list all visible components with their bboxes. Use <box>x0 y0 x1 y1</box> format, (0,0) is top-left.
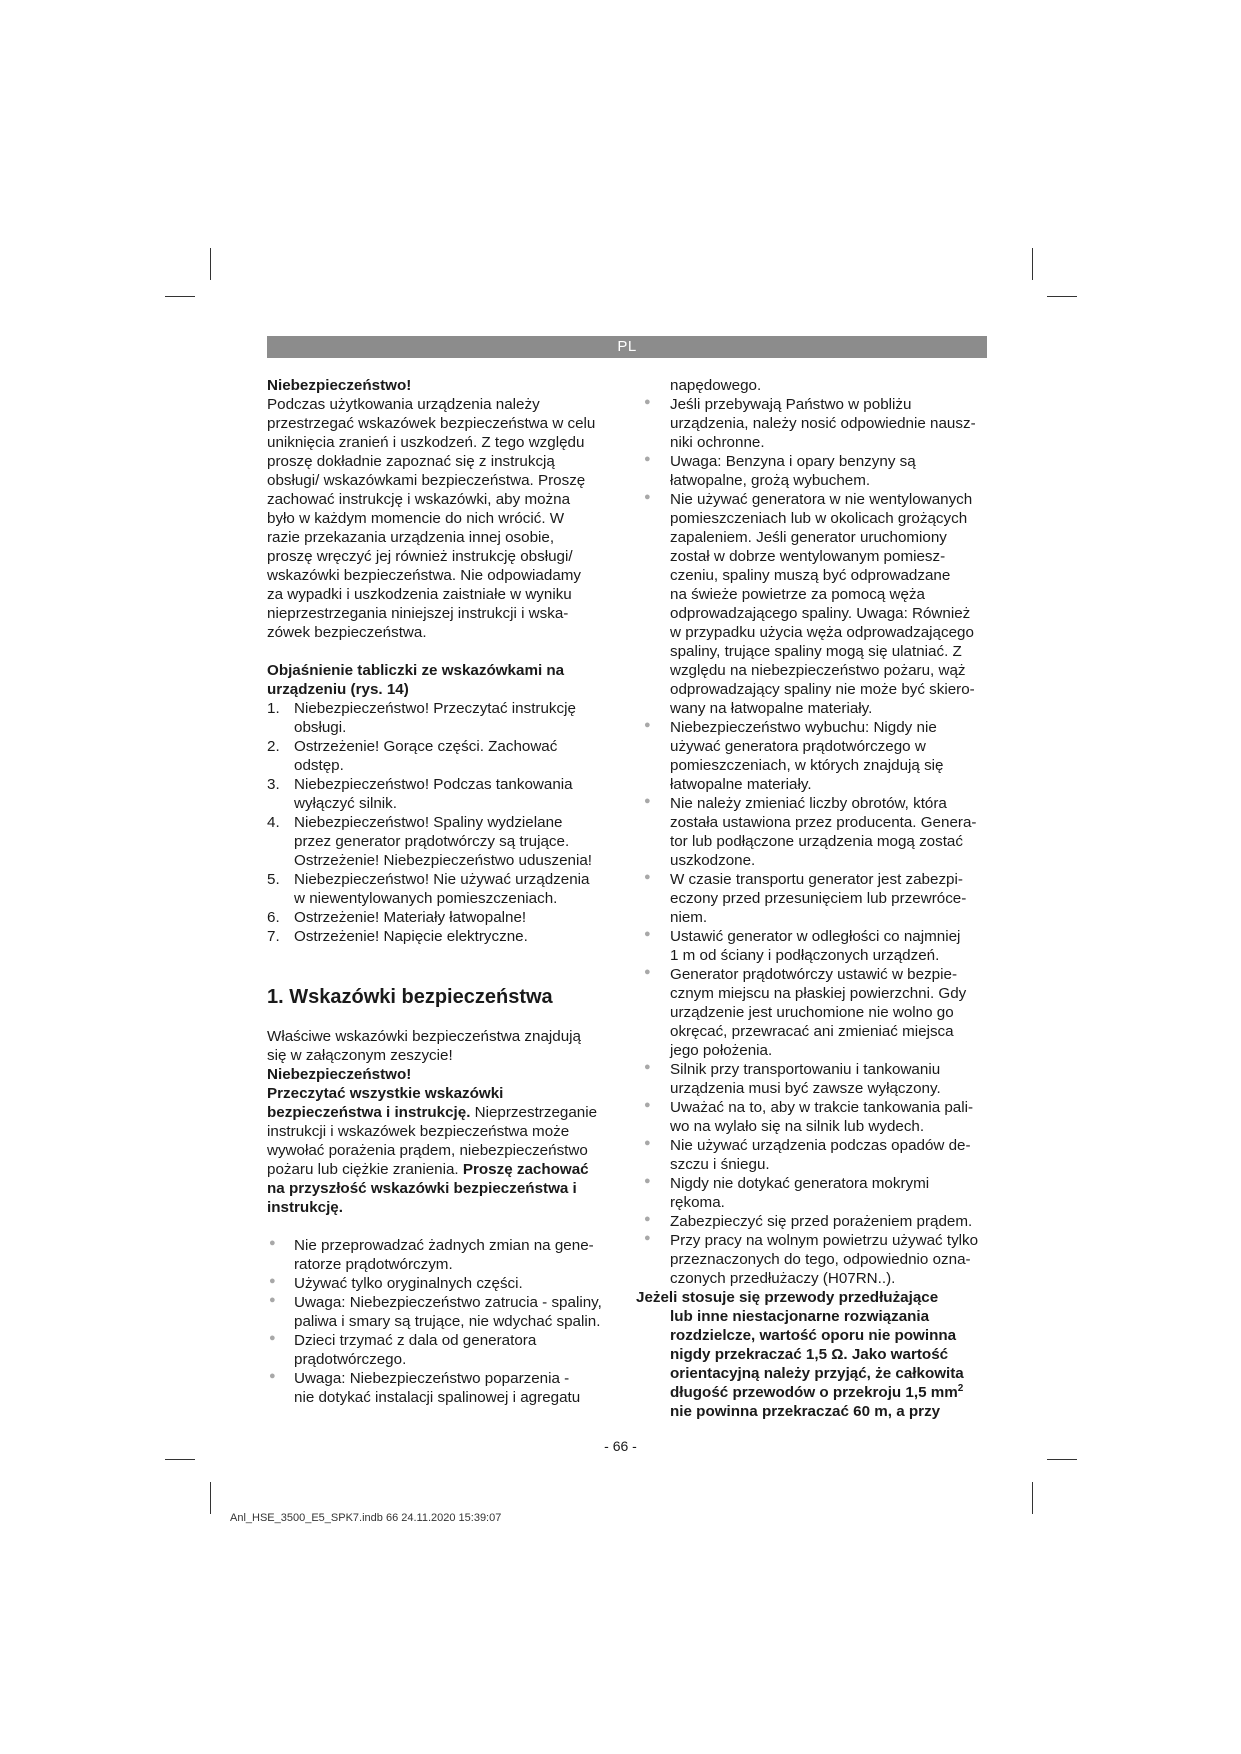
text-line: nieprzestrzegania niniejszej instrukcji i wska- <box>267 605 569 622</box>
crop-mark <box>210 1482 211 1514</box>
list-item: ● Nie używać generatora w nie wentylowanych pomieszczeniach lub w okolicach grożących zapaleniem. Jeśli generator uruchomiony został w dobrze wentylowanym pomiesz- czeniu, spaliny muszą być odprowadzane na świeże powietrze za pomocą węża odprowadzającego spaliny. Uwaga: Również w przypadku użycia węża odprowadzającego spaliny, trujące spaliny mogą się ulatniać. Z względu na niebezpieczeństwo pożaru, wąż odprowadzający spaliny nie może być skiero- wany na łatwopalne materiały. <box>642 490 987 718</box>
plate-heading: Objaśnienie tabliczki ze wskazówkami na <box>267 662 565 679</box>
list-item: ● Dzieci trzymać z dala od generatora prądotwórczego. <box>267 1331 617 1369</box>
list-item: 5. Niebezpieczeństwo! Nie używać urządzenia w niewentylowanych pomieszczeniach. <box>267 871 590 907</box>
text-line: wskazówki bezpieczeństwa. Nie odpowiadamy <box>267 567 582 584</box>
extension-cable-paragraph: Jeżeli stosuje się przewody przedłużające lub inne niestacjonarne rozwiązania rozdzielcze, wartość oporu nie powinna nigdy przekraczać 1,5 Ω. Jako wartość orientacyjną należy przyjąć, że całkowita długość przewodów o przekroju 1,5 $mm^2$ nie powinna przekraczać 60 m, a przy <box>636 1289 964 1420</box>
text-line: razie przekazania urządzenia innej osobie, <box>267 529 555 546</box>
list-item: 6. Ostrzeżenie! Materiały łatwopalne! <box>267 909 527 926</box>
plate-heading-cont: urządzeniu (rys. 14) <box>267 681 409 698</box>
section-title: 1. Wskazówki bezpieczeństwa <box>267 986 553 1008</box>
crop-mark <box>165 1459 195 1460</box>
list-item: 3. Niebezpieczeństwo! Podczas tankowania wyłączyć silnik. <box>267 776 573 812</box>
crop-mark <box>1032 248 1033 280</box>
text-line: uniknięcia zranień i uszkodzeń. Z tego względu <box>267 434 585 451</box>
text-line: proszę dokładnie zapoznać się z instrukcją <box>267 453 555 470</box>
list-item: ● Nigdy nie dotykać generatora mokrymi rękoma. <box>642 1174 987 1212</box>
text-line: za wypadki i uszkodzenia zaistniałe w wyniku <box>267 586 572 603</box>
text-line: zówek bezpieczeństwa. <box>267 624 427 641</box>
list-item: ● Uwaga: Niebezpieczeństwo poparzenia - nie dotykać instalacji spalinowej i agregatu <box>267 1369 617 1407</box>
text-line: Podczas użytkowania urządzenia należy <box>267 396 540 413</box>
list-item: ● Uważać na to, aby w trakcie tankowania pali- wo na wylało się na silnik lub wydech. <box>642 1098 987 1136</box>
crop-mark <box>165 296 195 297</box>
plate-list <box>267 699 617 946</box>
warning-paragraph <box>267 395 617 642</box>
list-item: 1. Niebezpieczeństwo! Przeczytać instrukcję obsługi. <box>267 700 576 736</box>
list-item: ● W czasie transportu generator jest zabezpi- eczony przed przesunięciem lub przewróce- niem. <box>642 870 987 927</box>
warning-title: Niebezpieczeństwo! <box>267 377 412 394</box>
list-item: ● Generator prądotwórczy ustawić w bezpie- cznym miejscu na płaskiej powierzchni. Gdy urządzenie jest uruchomione nie wolno go okręcać, przewracać ani zmieniać miejsca jego położenia. <box>642 965 987 1060</box>
list-item: ● Silnik przy transportowaniu i tankowaniu urządzenia musi być zawsze wyłączony. <box>642 1060 987 1098</box>
list-item: ● Nie należy zmieniać liczby obrotów, która została ustawiona przez producenta. Genera- tor lub podłączone urządzenia mogą zostać uszkodzone. <box>642 794 987 870</box>
crop-mark <box>1032 1482 1033 1514</box>
text-line: przestrzegać wskazówek bezpieczeństwa w celu <box>267 415 596 432</box>
text-line: proszę wręczyć jej również instrukcję obsługi/ <box>267 548 573 565</box>
list-item: 4. Niebezpieczeństwo! Spaliny wydzielane przez generator prądotwórczy są trujące. Ostrzeżenie! Niebezpieczeństwo uduszenia! <box>267 814 593 869</box>
list-item: ● Ustawić generator w odległości co najmniej 1 m od ściany i podłączonych urządzeń. <box>642 927 987 965</box>
safety-bullets-right <box>642 395 987 1288</box>
text-line: zachować instrukcję i wskazówki, aby można <box>267 491 571 508</box>
crop-mark <box>1047 296 1077 297</box>
list-item: ● Jeśli przebywają Państwo w pobliżu urządzenia, należy nosić odpowiednie nausz- niki ochronne. <box>642 395 987 452</box>
text-line: było w każdym momencie do nich wrócić. W <box>267 510 565 527</box>
language-header: PL <box>267 336 987 358</box>
list-item: ● Używać tylko oryginalnych części. <box>267 1274 617 1293</box>
danger-title: Niebezpieczeństwo! <box>267 1066 412 1083</box>
intro-paragraph: Właściwe wskazówki bezpieczeństwa znajdują się w załączonym zeszycie! <box>267 1028 582 1064</box>
list-item: 7. Ostrzeżenie! Napięcie elektryczne. <box>267 928 528 945</box>
right-column <box>636 376 987 1421</box>
list-item: ● Nie przeprowadzać żadnych zmian na gene- ratorze prądotwórczym. <box>267 1236 617 1274</box>
list-item: 2. Ostrzeżenie! Gorące części. Zachować odstęp. <box>267 738 558 774</box>
crop-mark <box>1047 1459 1077 1460</box>
list-item: ● Uwaga: Benzyna i opary benzyny są łatwopalne, grożą wybuchem. <box>642 452 987 490</box>
list-item: ● Uwaga: Niebezpieczeństwo zatrucia - spaliny, paliwa i smary są trujące, nie wdychać spalin. <box>267 1293 617 1331</box>
text-line: obsługi/ wskazówkami bezpieczeństwa. Proszę <box>267 472 586 489</box>
list-item: ● Zabezpieczyć się przed porażeniem prądem. <box>642 1212 987 1231</box>
print-footer: Anl_HSE_3500_E5_SPK7.indb 66 24.11.2020 15:39:07 <box>230 1512 502 1524</box>
left-column <box>267 376 617 1407</box>
safety-bullets-left <box>267 1236 617 1407</box>
crop-mark <box>210 248 211 280</box>
page-number: - 66 - <box>604 1438 637 1454</box>
read-instructions-paragraph: Przeczytać wszystkie wskazówki bezpieczeństwa i instrukcję. Nieprzestrzeganie instrukcji i wskazówek bezpieczeństwa może wywołać porażenia prądem, niebezpieczeństwo pożaru lub ciężkie zranienia. Proszę zachować na przyszłość wskazówki bezpieczeństwa i instrukcję. <box>267 1085 598 1216</box>
list-item: ● Przy pracy na wolnym powietrzu używać tylko przeznaczonych do tego, odpowiednio ozna- czonych przedłużaczy (H07RN..). <box>642 1231 987 1288</box>
list-item: ● Niebezpieczeństwo wybuchu: Nigdy nie używać generatora prądotwórczego w pomieszczeniach, w których znajdują się łatwopalne materiały. <box>642 718 987 794</box>
continued-text: napędowego. <box>670 377 762 394</box>
list-item: ● Nie używać urządzenia podczas opadów de- szczu i śniegu. <box>642 1136 987 1174</box>
